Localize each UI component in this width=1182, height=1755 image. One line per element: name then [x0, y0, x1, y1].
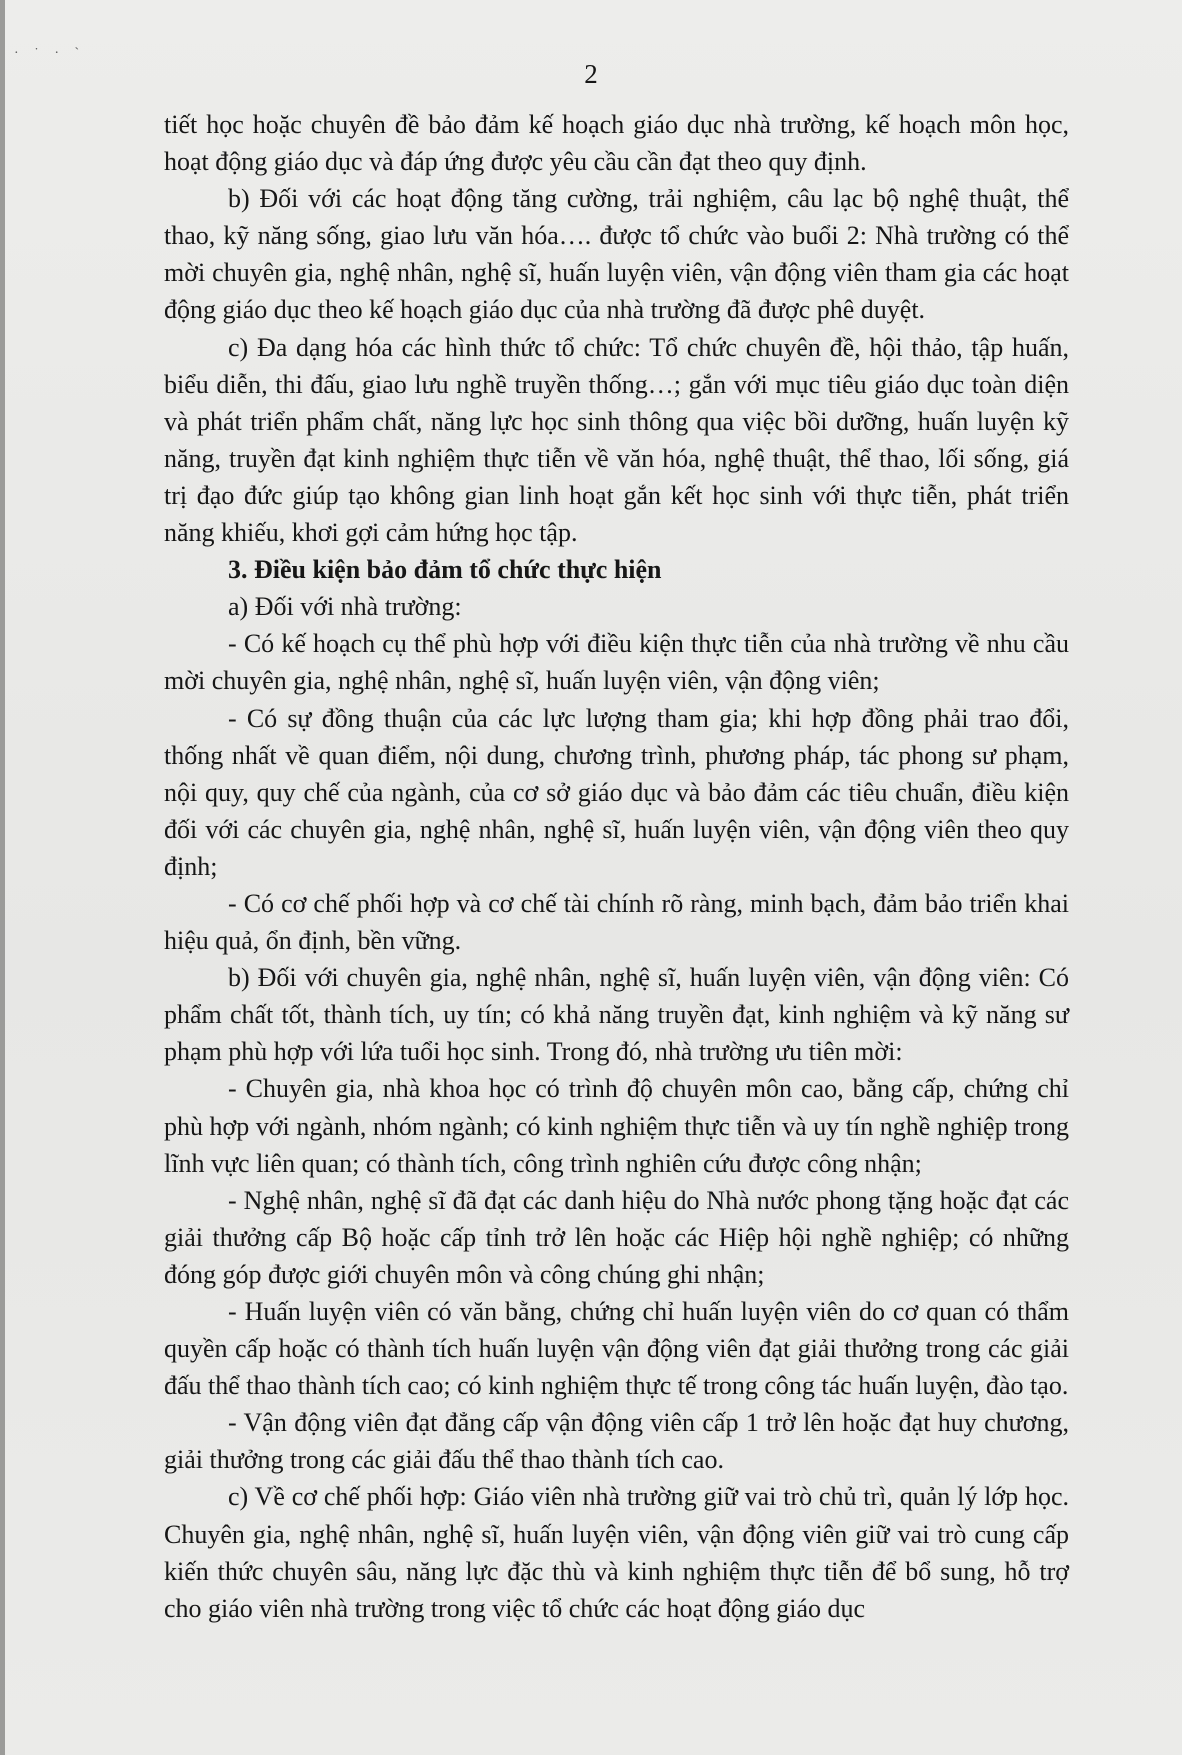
paragraph-2b-activities: b) Đối với các hoạt động tăng cường, trải nghiệm, câu lạc bộ nghệ thuật, thể thao, kỹ năng sống, giao lưu văn hóa…. được tổ chức vào buổi 2: Nhà trường có thể mời chuyên gia, nghệ nhân, nghệ sĩ, huấn luyện viên, vận động viên tham gia các hoạt động giáo dục theo kế hoạch giáo dục của nhà trường đã được phê duyệt. [164, 184, 1069, 325]
scan-specks: · ˙ · ˋ [14, 46, 86, 61]
paragraph-2c-diversify: c) Đa dạng hóa các hình thức tổ chức: Tổ chức chuyên đề, hội thảo, tập huấn, biểu diễn, thi đấu, giao lưu nghề truyền thống…; gắn với mục tiêu giáo dục toàn diện và phát triển phẩm chất, năng lực học sinh thông qua việc bồi dưỡng, huấn luyện kỹ năng, truyền đạt kinh nghiệm thực tiễn về văn hóa, nghệ thuật, thể thao, lối sống, giá trị đạo đức giúp tạo không gian linh hoạt gắn kết học sinh với thực tiễn, phát triển năng khiếu, khơi gợi cảm hứng học tập. [164, 332, 1069, 548]
paragraph-continuation: tiết học hoặc chuyên đề bảo đảm kế hoạch giáo dục nhà trường, kế hoạch môn học, hoạt động giáo dục và đáp ứng được yêu cầu cần đạt theo quy định. [164, 110, 1069, 177]
bullet-mechanism: - Có cơ chế phối hợp và cơ chế tài chính rõ ràng, minh bạch, đảm bảo triển khai hiệu quả, ổn định, bền vững. [164, 888, 1069, 956]
bullet-artisans: - Nghệ nhân, nghệ sĩ đã đạt các danh hiệu do Nhà nước phong tặng hoặc đạt các giải thưởng cấp Bộ hoặc cấp tỉnh trở lên hoặc các Hiệp hội nghề nghiệp; có những đóng góp được giới chuyên môn và công chúng ghi nhận; [164, 1185, 1069, 1289]
document-body [164, 106, 1069, 1627]
bullet-athletes: - Vận động viên đạt đẳng cấp vận động viên cấp 1 trở lên hoặc đạt huy chương, giải thưởng trong các giải đấu thể thao thành tích cao. [164, 1408, 1069, 1475]
bullet-experts: - Chuyên gia, nhà khoa học có trình độ chuyên môn cao, bằng cấp, chứng chỉ phù hợp với ngành, nhóm ngành; có kinh nghiệm thực tiễn và uy tín nghề nghiệp trong lĩnh vực liên quan; có thành tích, công trình nghiên cứu được công nhận; [164, 1074, 1069, 1178]
scan-edge-shadow [0, 0, 5, 1755]
paragraph-3c-coordination: c) Về cơ chế phối hợp: Giáo viên nhà trường giữ vai trò chủ trì, quản lý lớp học. Chuyên gia, nghệ nhân, nghệ sĩ, huấn luyện viên, vận động viên giữ vai trò cung cấp kiến thức chuyên sâu, năng lực đặc thù và kinh nghiệm thực tiễn để bổ sung, hỗ trợ cho giáo viên nhà trường trong việc tổ chức các hoạt động giáo dục [164, 1482, 1069, 1623]
bullet-consensus: - Có sự đồng thuận của các lực lượng tham gia; khi hợp đồng phải trao đổi, thống nhất về quan điểm, nội dung, chương trình, phương pháp, tác phong sư phạm, nội quy, quy chế của ngành, của cơ sở giáo dục và bảo đảm các tiêu chuẩn, điều kiện đối với các chuyên gia, nghệ nhân, nghệ sĩ, huấn luyện viên, vận động viên theo quy định; [164, 703, 1069, 881]
page-number: 2 [584, 59, 598, 89]
section-heading-3: 3. Điều kiện bảo đảm tổ chức thực hiện [228, 555, 662, 585]
bullet-coaches: - Huấn luyện viên có văn bằng, chứng chỉ huấn luyện viên do cơ quan có thẩm quyền cấp hoặc có thành tích huấn luyện vận động viên đạt giải thưởng trong các giải đấu thể thao thành tích cao; có kinh nghiệm thực tế trong công tác huấn luyện, đào tạo. [164, 1297, 1069, 1401]
paragraph-3b-experts: b) Đối với chuyên gia, nghệ nhân, nghệ sĩ, huấn luyện viên, vận động viên: Có phẩm chất tốt, thành tích, uy tín; có khả năng truyền đạt, kinh nghiệm và kỹ năng sư phạm phù hợp với lứa tuổi học sinh. Trong đó, nhà trường ưu tiên mời: [164, 963, 1069, 1067]
bullet-plan: - Có kế hoạch cụ thể phù hợp với điều kiện thực tiễn của nhà trường về nhu cầu mời chuyên gia, nghệ nhân, nghệ sĩ, huấn luyện viên, vận động viên; [164, 629, 1069, 696]
paragraph-3a-school: a) Đối với nhà trường: [228, 592, 462, 622]
